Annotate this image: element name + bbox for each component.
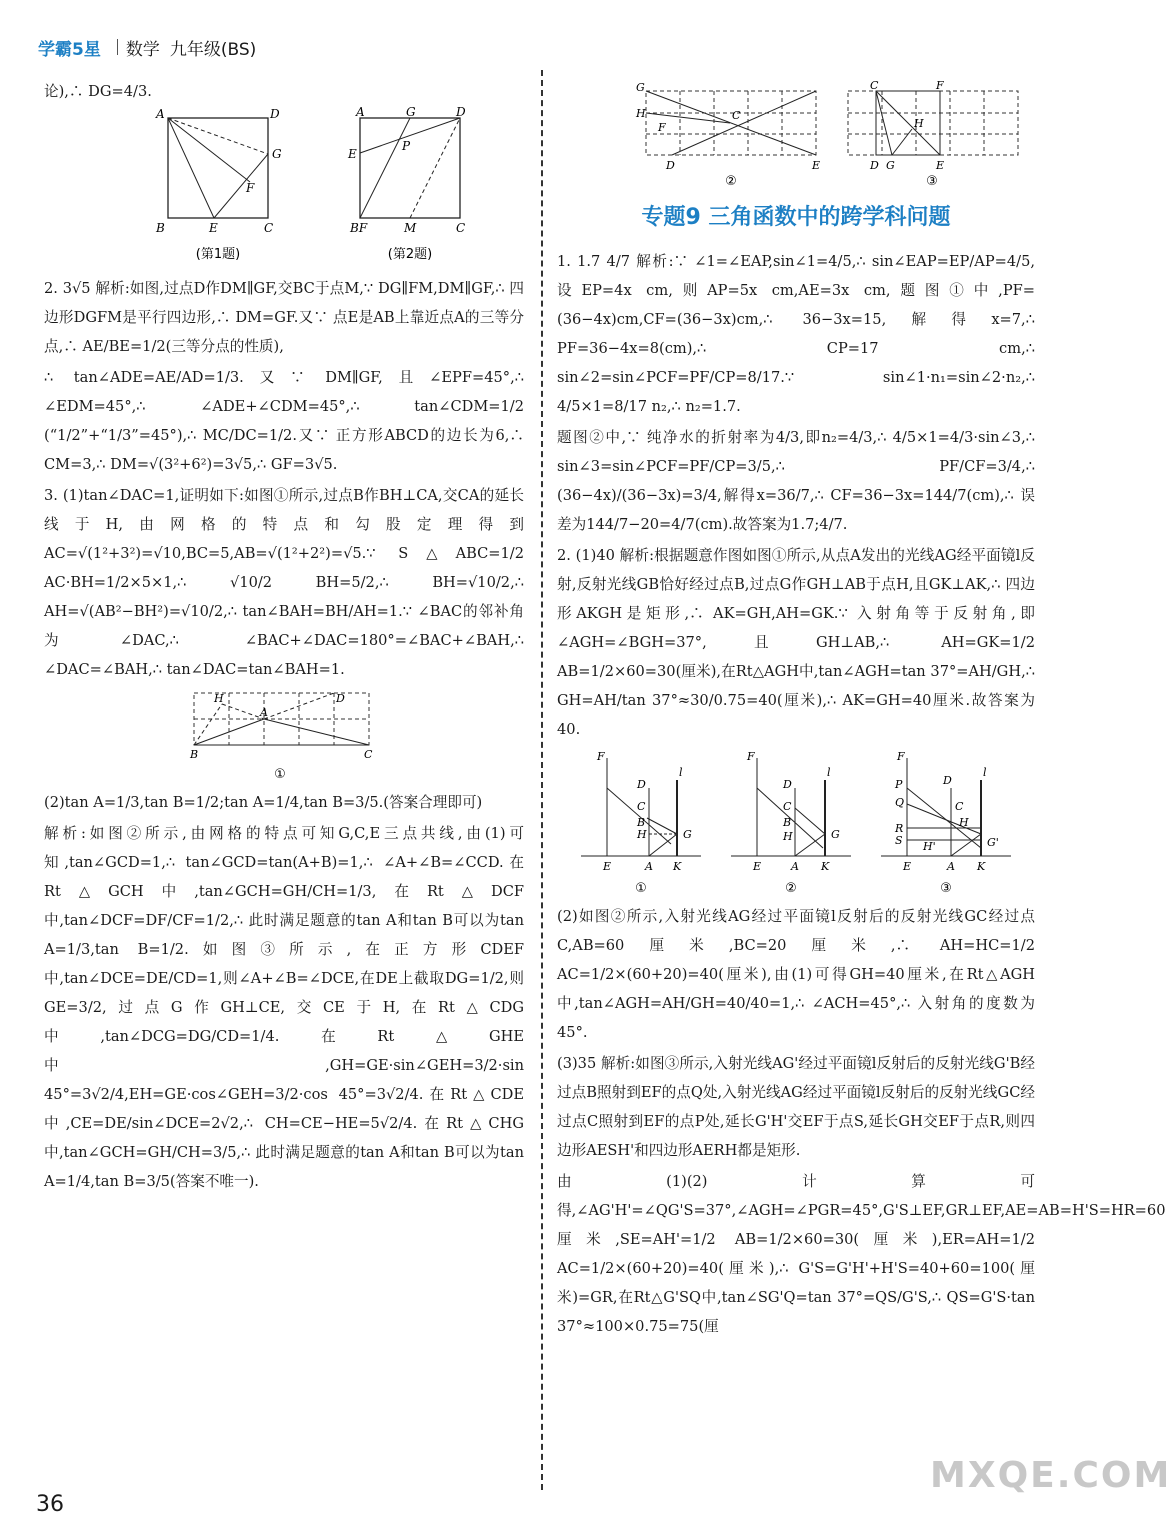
m2-label-f: F	[747, 750, 755, 763]
watermark-logo: MXQE.COM	[930, 1455, 1171, 1496]
fig3-label-d: D	[336, 692, 345, 705]
figure-mirrors	[561, 748, 1031, 898]
m3-label-g-prime: G'	[987, 836, 999, 849]
paragraph: ∴ tan∠ADE=AE/AD=1/3.又∵ DM∥GF,且∠EPF=45°,∴ ∠EDM=45°,∴ ∠ADE+∠CDM=45°,∴ tan∠CDM=1/2 (“1/2”+“1/3”=45°),∴ MC/DC=1/2.又∵ 正方形ABCD的边长为6,∴ CM=3,∴ DM=√(3²+6²)=3√5,∴ GF=3√5.	[44, 369, 524, 473]
paragraph: 由(1)(2)计算可得,∠AG'H'=∠QG'S=37°,∠AGH=∠PGR=45°,G'S⊥EF,GR⊥EF,AE=AB=H'S=HR=60厘米,SE=AH'=1/2 AB=1/2×60=30(厘米),ER=AH=1/2 AC=1/2×(60+20)=40(厘米),∴ G'S=G'H'+H'S=40+60=100(厘米)=GR,在Rt△G'SQ中,tan∠SG'Q=tan 37°=QS/G'S,∴ QS=G'S·tan 37°≈100×0.75=75(厘	[557, 1173, 1166, 1335]
figure-q1-q2	[74, 105, 494, 270]
m3-label-h: H	[959, 816, 969, 829]
section-title: 专题9 三角函数中的跨学科问题	[641, 205, 951, 230]
subject-label: 数学	[125, 39, 160, 60]
grade-label: 九年级(BS)	[169, 39, 257, 60]
m2-label-g: G	[831, 828, 840, 841]
paragraph: 2. (1)40 解析:根据题意作图如图①所示,从点A发出的光线AG经平面镜l反射,反射光线GB恰好经过点B,过点G作GH⊥AB于点H,且GK⊥AK,∴ 四边形AKGH是矩形,∴ AK=GH,AH=GK.∵ 入射角等于反射角,即∠AGH=∠BGH=37°,且GH⊥AB,∴ AH=GK=1/2 AB=1/2×60=30(厘米),在Rt△AGH中,tan∠AGH=tan 37°=AH/GH,∴ GH=AH/tan 37°≈30/0.75=40(厘米),∴ AK=GH=40厘米.故答案为40.	[557, 547, 1035, 738]
fig2-caption: (第2题)	[387, 247, 433, 262]
m1-label-h: H	[637, 828, 647, 841]
paragraph: 论),∴ DG=4/3.	[44, 83, 152, 100]
m3-label-d: D	[943, 774, 952, 787]
fig2-label-e: E	[348, 147, 357, 161]
fig2-label-bf: BF	[350, 221, 368, 235]
grid3-caption: ③	[926, 174, 938, 189]
fig3-label-h: H	[214, 692, 224, 705]
grid2-label-h: H	[636, 107, 646, 120]
fig3-caption: ①	[274, 767, 286, 782]
grid3-label-g: G	[886, 159, 895, 172]
fig2-label-g: G	[406, 105, 416, 119]
brand-logo: 学霸5星	[38, 39, 101, 60]
m1-label-e: E	[603, 860, 612, 873]
figure-q2	[347, 105, 466, 262]
fig2-label-d: D	[456, 105, 466, 119]
page-header	[38, 32, 256, 62]
left-column	[44, 77, 524, 1198]
m2-label-d: D	[783, 778, 792, 791]
grid3-label-f: F	[936, 79, 944, 92]
m3-label-q: Q	[895, 796, 905, 809]
paragraph: (3)35 解析:如图③所示,入射光线AG'经过平面镜l反射后的反射光线G'B经过点B照射到EF的点Q处,入射光线AG经过平面镜l反射后的反射光线GC经过点C照射到EF的点P处,延长G'H'交EF于点S,延长GH交EF于点R,则四边形AESH'和四边形AERH都是矩形.	[557, 1055, 1035, 1159]
m1-label-d: D	[637, 778, 646, 791]
m1-label-g: G	[683, 828, 692, 841]
paragraph: (2)如图②所示,入射光线AG经过平面镜l反射后的反射光线GC经过点C,AB=60厘米,BC=20厘米,∴ AH=HC=1/2 AC=1/2×(60+20)=40(厘米),由(1)可得GH=40厘米,在Rt△AGH中,tan∠AGH=AH/GH=40/40=1,∴ ∠ACH=45°,∴ 入射角的度数为45°.	[557, 908, 1035, 1041]
mirror-fig-1	[581, 750, 701, 896]
right-column	[557, 77, 1166, 1343]
fig1-label-b: B	[156, 221, 165, 235]
fig2-label-a: A	[356, 105, 365, 119]
m3-label-f: F	[897, 750, 905, 763]
mirror-caption-3: ③	[940, 881, 952, 896]
page-number: 36	[36, 1492, 64, 1517]
m3-label-k: K	[977, 860, 986, 873]
fig1-caption: (第1题)	[195, 247, 241, 262]
m1-label-c: C	[637, 800, 646, 813]
grid2-label-f: F	[658, 121, 666, 134]
grid2-caption: ②	[725, 174, 737, 189]
fig1-label-e: E	[209, 221, 218, 235]
fig1-label-c: C	[264, 221, 274, 235]
figure-q1	[155, 107, 282, 262]
paragraph: 解析:如图②所示,由网格的特点可知G,C,E三点共线,由(1)可知,tan∠GCD=1,∴ tan∠GCD=tan(A+B)=1,∴ ∠A+∠B=∠CCD.在Rt△GCH中,tan∠GCH=GH/CH=1/3,在Rt△DCF中,tan∠DCF=DF/CF=1/2,∴ 此时满足题意的tan A和tan B可以为tan A=1/3,tan B=1/2.如图③所示,在正方形CDEF中,tan∠DCE=DE/CD=1,则∠A+∠B=∠DCE,在DE上截取DG=1/2,则GE=3/2,过点G作GH⊥CE,交CE于H,在Rt△CDG中,tan∠DCG=DG/CD=1/4.在Rt△GHE中,GH=GE·sin∠GEH=3/2·sin 45°=3√2/4,EH=GE·cos∠GEH=3/2·cos 45°=3√2/4.在Rt△CDE中,CE=DE/sin∠DCE=2√2,∴ CH=CE−HE=5√2/4.在Rt△CHG中,tan∠GCH=GH/CH=3/5,∴ 此时满足题意的tan A和tan B可以为tan A=1/4,tan B=3/5(答案不唯一).	[44, 825, 524, 1190]
grid2-label-g: G	[636, 81, 645, 94]
mirror-caption-2: ②	[785, 881, 797, 896]
fig3-label-b: B	[190, 748, 199, 761]
m2-label-l: l	[827, 766, 831, 779]
figure-top-grids	[586, 81, 1006, 189]
mirror-fig-2	[731, 750, 851, 896]
fig1-label-a: A	[156, 107, 165, 121]
mirror-fig-3	[881, 750, 1011, 896]
figure-q3-1	[184, 688, 384, 784]
grid2-label-c: C	[732, 109, 741, 122]
paragraph: 3. (1)tan∠DAC=1,证明如下:如图①所示,过点B作BH⊥CA,交CA的延长线于H,由网格的特点和勾股定理得到AC=√(1²+3²)=√10,BC=5,AB=√(1²+2²)=√5.∵ S△ABC=1/2 AC·BH=1/2×5×1,∴ √10/2 BH=5/2,∴ BH=√10/2,∴ AH=√(AB²−BH²)=√10/2,∴ tan∠BAH=BH/AH=1.∵ ∠BAC的邻补角为∠DAC,∴ ∠BAC+∠DAC=180°=∠BAC+∠BAH,∴ ∠DAC=∠BAH,∴ tan∠DAC=tan∠BAH=1.	[44, 487, 524, 678]
m1-label-f: F	[597, 750, 605, 763]
fig2-label-c: C	[456, 221, 466, 235]
m2-label-a: A	[791, 860, 799, 873]
m1-label-l: l	[679, 766, 683, 779]
m1-label-k: K	[673, 860, 682, 873]
column-divider	[541, 70, 543, 1490]
grid3-label-c: C	[870, 79, 879, 92]
grid2-label-e: E	[812, 159, 821, 172]
fig3-label-a: A	[260, 706, 268, 719]
paragraph: 题图②中,∵ 纯净水的折射率为4/3,即n₂=4/3,∴ 4/5×1=4/3·sin∠3,∴ sin∠3=sin∠PCF=PF/CP=3/5,∴ PF/CF=3/4,∴ (36−4x)/(36−3x)=3/4,解得x=36/7,∴ CF=36−3x=144/7(cm),∴ 误差为144/7−20=4/7(cm).故答案为1.7;4/7.	[557, 429, 1035, 533]
paragraph: 2. 3√5 解析:如图,过点D作DM∥GF,交BC于点M,∵ DG∥FM,DM∥GF,∴ 四边形DGFM是平行四边形,∴ DM=GF.又∵ 点E是AB上靠近点A的三等分点,∴ AE/BE=1/2(三等分点的性质),	[44, 280, 524, 355]
m3-label-r: R	[895, 822, 904, 835]
mirror-caption-1: ①	[635, 881, 647, 896]
grid3-label-h: H	[914, 117, 924, 130]
grid3-label-d: D	[870, 159, 879, 172]
grid3-label-e: E	[936, 159, 945, 172]
fig1-label-f: F	[246, 181, 255, 195]
paragraph: 1. 1.7 4/7 解析:∵ ∠1=∠EAP,sin∠1=4/5,∴ sin∠EAP=EP/AP=4/5,设EP=4x cm,则AP=5x cm,AE=3x cm,题图①中,PF=(36−4x)cm,CF=(36−3x)cm,∴ 36−3x=15,解得x=7,∴ PF=36−4x=8(cm),∴ CP=17 cm,∴ sin∠2=sin∠PCF=PF/CP=8/17.∵ sin∠1·n₁=sin∠2·n₂,∴ 4/5×1=8/17 n₂,∴ n₂=1.7.	[557, 253, 1035, 415]
m3-label-a: A	[947, 860, 955, 873]
fig1-label-g: G	[272, 147, 282, 161]
m3-label-h-prime: H'	[923, 840, 936, 853]
m2-label-h: H	[783, 830, 793, 843]
m1-label-b: B	[637, 816, 646, 829]
fig1-label-d: D	[270, 107, 280, 121]
fig2-label-m: M	[404, 221, 417, 235]
m1-label-a: A	[645, 860, 653, 873]
header-divider	[117, 39, 118, 55]
m3-label-c: C	[955, 800, 964, 813]
paragraph: (2)tan A=1/3,tan B=1/2;tan A=1/4,tan B=3/5.(答案合理即可)	[44, 794, 483, 811]
fig3-label-c: C	[364, 748, 373, 761]
figure-grid-3	[848, 79, 1018, 189]
m3-label-s: S	[895, 834, 903, 847]
m2-label-b: B	[783, 816, 792, 829]
m3-label-p: P	[895, 778, 903, 791]
grid2-label-d: D	[666, 159, 675, 172]
figure-grid-2	[635, 81, 820, 189]
m2-label-k: K	[821, 860, 830, 873]
m3-label-l: l	[983, 766, 987, 779]
fig2-label-p: P	[402, 139, 411, 153]
m2-label-c: C	[783, 800, 792, 813]
m3-label-e: E	[903, 860, 912, 873]
m2-label-e: E	[753, 860, 762, 873]
